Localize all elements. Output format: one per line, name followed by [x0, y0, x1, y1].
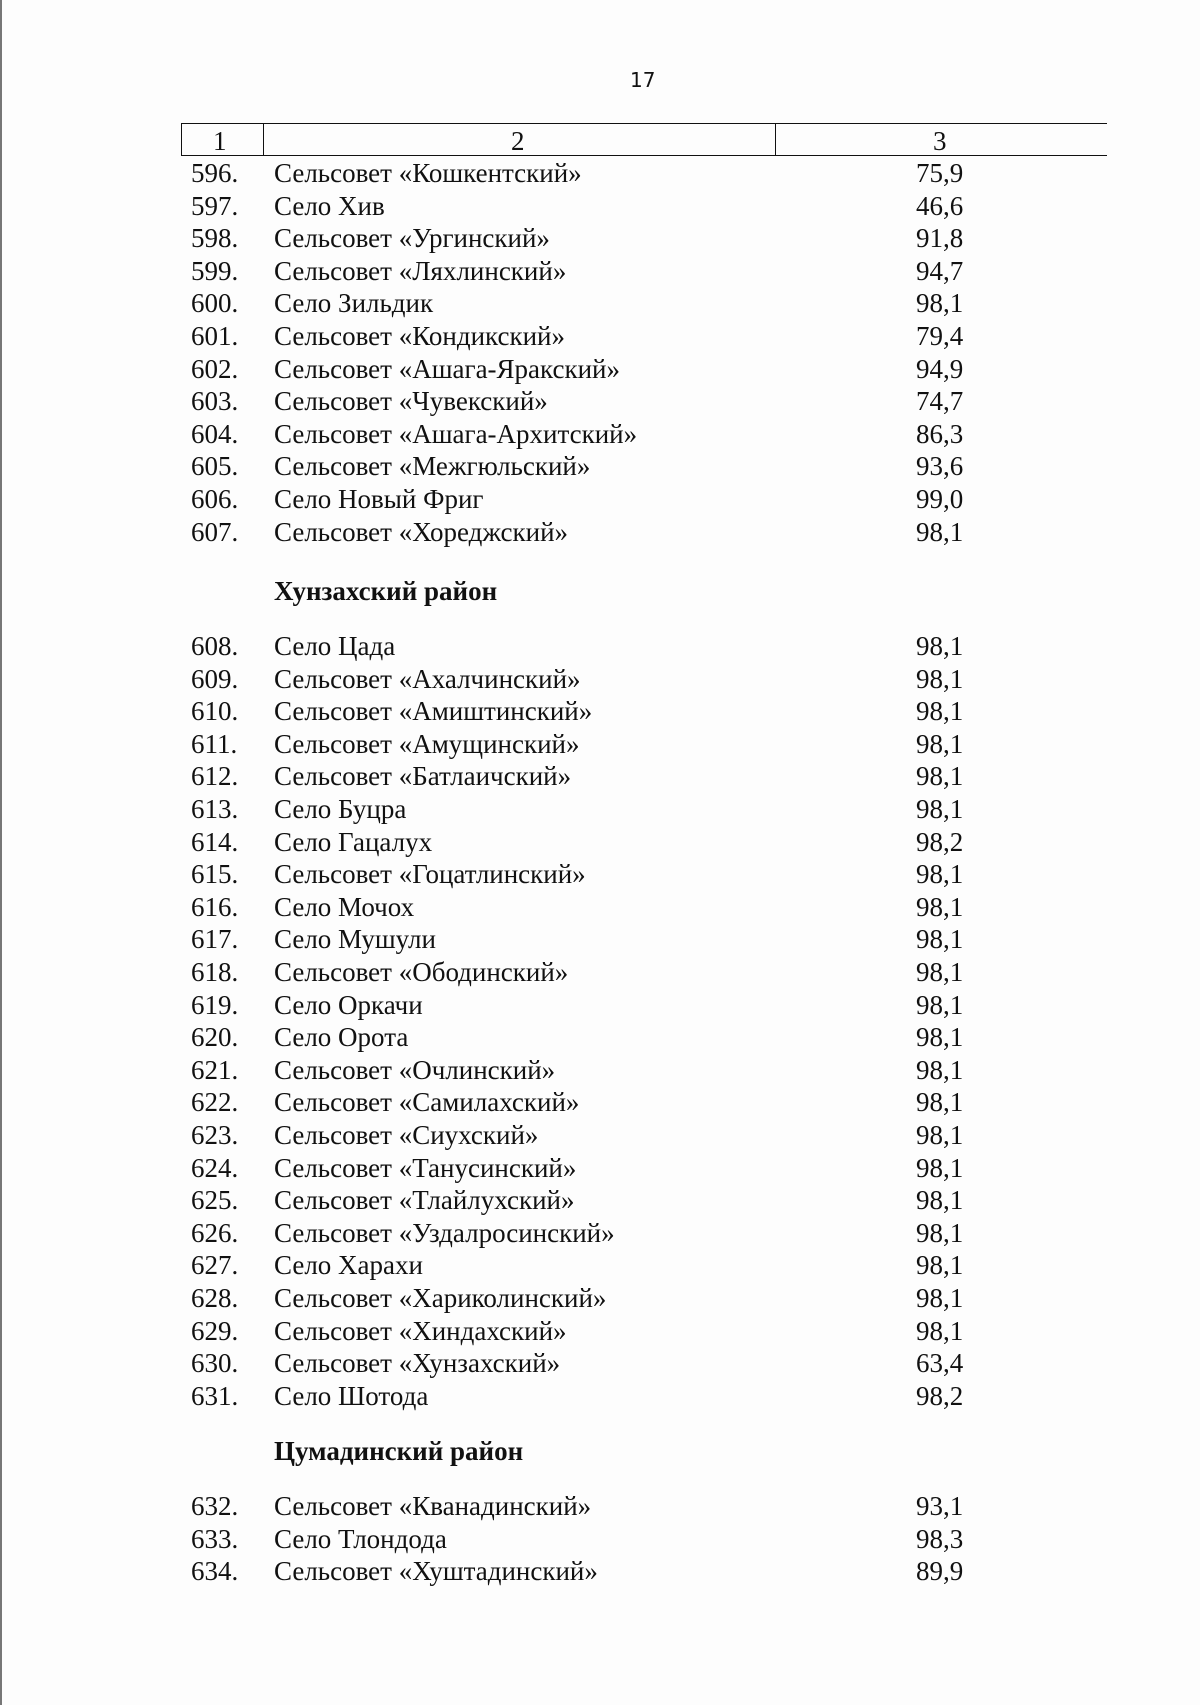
- row-name: Сельсовет «Хиндахский»: [274, 1315, 567, 1346]
- row-value: 98,1: [916, 1120, 964, 1150]
- row-value: 94,7: [916, 255, 964, 286]
- row-number: 611.: [191, 728, 238, 759]
- row-value: 94,9: [916, 353, 964, 384]
- row-number: 625.: [191, 1185, 239, 1216]
- table-row: [0, 516, 1200, 548]
- row-name: Сельсовет «Танусинский»: [274, 1152, 577, 1183]
- row-number: 629.: [191, 1315, 239, 1346]
- table-row: [0, 1347, 1200, 1379]
- header-col-1: 1: [213, 126, 227, 156]
- table-row: [0, 222, 1200, 254]
- row-name: Село Хив: [274, 190, 385, 221]
- row-number: 633.: [191, 1523, 239, 1554]
- row-value: 98,3: [916, 1523, 964, 1554]
- row-number: 628.: [191, 1283, 239, 1313]
- row-value: 75,9: [916, 158, 964, 188]
- row-name: Сельсовет «Хореджский»: [274, 516, 569, 547]
- row-name: Сельсовет «Ахалчинский»: [274, 663, 581, 694]
- row-value: 98,1: [916, 761, 964, 792]
- row-value: 98,1: [916, 1054, 964, 1085]
- row-value: 99,0: [916, 484, 964, 514]
- row-name: Сельсовет «Хуштадинский»: [274, 1556, 598, 1587]
- header-divider: [263, 124, 264, 155]
- header-divider: [181, 124, 182, 155]
- table-row: [0, 1555, 1200, 1587]
- table-row: [0, 923, 1200, 955]
- row-name: Сельсовет «Ободинский»: [274, 957, 569, 987]
- section-heading: [0, 1435, 1200, 1467]
- row-value: 98,1: [916, 957, 964, 987]
- table-row: [0, 989, 1200, 1021]
- row-number: 634.: [191, 1556, 239, 1587]
- row-value: 89,9: [916, 1556, 964, 1587]
- row-number: 617.: [191, 924, 239, 955]
- row-name: Сельсовет «Амиштинский»: [274, 696, 593, 727]
- row-number: 623.: [191, 1120, 239, 1150]
- row-number: 612.: [191, 761, 239, 792]
- row-name: Сельсовет «Тлайлухский»: [274, 1185, 575, 1216]
- row-name: Сельсовет «Батлаичский»: [274, 761, 572, 792]
- row-value: 98,2: [916, 1380, 964, 1411]
- table-row: [0, 1282, 1200, 1314]
- row-name: Сельсовет «Хунзахский»: [274, 1348, 561, 1379]
- row-value: 98,1: [916, 516, 964, 547]
- row-number: 622.: [191, 1087, 239, 1118]
- table-row: [0, 858, 1200, 890]
- row-number: 618.: [191, 957, 239, 987]
- row-name: Село Орота: [274, 1022, 409, 1053]
- row-name: Сельсовет «Ляхлинский»: [274, 255, 567, 286]
- row-value: 98,1: [916, 859, 964, 890]
- table-row: [0, 157, 1200, 189]
- row-number: 631.: [191, 1380, 239, 1411]
- table-row: [0, 793, 1200, 825]
- row-number: 614.: [191, 826, 239, 857]
- row-value: 98,1: [916, 924, 964, 955]
- row-value: 98,1: [916, 663, 964, 694]
- row-value: 98,1: [916, 1152, 964, 1183]
- row-name: Село Оркачи: [274, 989, 423, 1020]
- row-name: Сельсовет «Сиухский»: [274, 1120, 539, 1150]
- row-number: 607.: [191, 516, 239, 547]
- row-number: 613.: [191, 794, 239, 824]
- row-value: 98,1: [916, 631, 964, 661]
- table-row: [0, 320, 1200, 352]
- table-row: [0, 483, 1200, 515]
- row-number: 598.: [191, 223, 239, 254]
- row-name: Сельсовет «Ургинский»: [274, 223, 550, 254]
- row-number: 615.: [191, 859, 239, 890]
- row-name: Сельсовет «Межгюльский»: [274, 451, 591, 482]
- row-value: 93,6: [916, 451, 964, 482]
- row-value: 86,3: [916, 418, 964, 449]
- row-number: 609.: [191, 663, 239, 694]
- row-name: Сельсовет «Уздалросинский»: [274, 1217, 615, 1248]
- table-row: [0, 1054, 1200, 1086]
- header-col-2: 2: [511, 126, 525, 156]
- table-row: [0, 695, 1200, 727]
- table-row: [0, 353, 1200, 385]
- row-value: 98,1: [916, 989, 964, 1020]
- row-name: Село Мочох: [274, 891, 415, 922]
- table-row: [0, 663, 1200, 695]
- table-row: [0, 1217, 1200, 1249]
- row-name: Сельсовет «Амущинский»: [274, 728, 580, 759]
- row-number: 616.: [191, 891, 239, 922]
- row-value: 98,1: [916, 1022, 964, 1053]
- row-number: 632.: [191, 1491, 239, 1521]
- table-row: [0, 891, 1200, 923]
- row-name: Село Буцра: [274, 794, 407, 824]
- row-name: Село Цада: [274, 631, 396, 661]
- row-name: Село Тлондода: [274, 1523, 447, 1554]
- row-value: 98,1: [916, 1217, 964, 1248]
- table-row: [0, 450, 1200, 482]
- table-row: [0, 1152, 1200, 1184]
- row-number: 604.: [191, 418, 239, 449]
- row-name: Сельсовет «Кошкентский»: [274, 158, 582, 188]
- row-number: 627.: [191, 1250, 239, 1281]
- row-number: 602.: [191, 353, 239, 384]
- row-number: 621.: [191, 1054, 239, 1085]
- row-number: 596.: [191, 158, 239, 188]
- table-row: [0, 1523, 1200, 1555]
- table-row: [0, 826, 1200, 858]
- table-row: [0, 1490, 1200, 1522]
- table-row: [0, 1184, 1200, 1216]
- row-value: 93,1: [916, 1491, 964, 1521]
- row-value: 91,8: [916, 223, 964, 254]
- row-name: Сельсовет «Чувекский»: [274, 386, 548, 417]
- row-name: Село Гацалух: [274, 826, 433, 857]
- row-name: Сельсовет «Очлинский»: [274, 1054, 556, 1085]
- table-row: [0, 190, 1200, 222]
- table-row: [0, 418, 1200, 450]
- row-value: 98,1: [916, 728, 964, 759]
- table-row: [0, 1315, 1200, 1347]
- table-row: [0, 760, 1200, 792]
- table-row: [0, 728, 1200, 760]
- row-name: Сельсовет «Кванадинский»: [274, 1491, 592, 1521]
- table-row: [0, 385, 1200, 417]
- header-col-3: 3: [933, 126, 947, 156]
- table-header: [181, 123, 1107, 156]
- row-number: 610.: [191, 696, 239, 727]
- table-row: [0, 1249, 1200, 1281]
- row-name: Село Мушули: [274, 924, 436, 955]
- section-title: Цумадинский район: [274, 1436, 524, 1466]
- row-number: 608.: [191, 631, 239, 661]
- row-value: 98,1: [916, 1087, 964, 1118]
- table-row: [0, 956, 1200, 988]
- row-name: Сельсовет «Кондикский»: [274, 321, 565, 351]
- table-row: [0, 1119, 1200, 1151]
- row-value: 98,1: [916, 696, 964, 727]
- row-number: 597.: [191, 190, 239, 221]
- row-name: Сельсовет «Гоцатлинский»: [274, 859, 586, 890]
- row-value: 98,1: [916, 1250, 964, 1281]
- row-value: 79,4: [916, 321, 964, 351]
- row-value: 98,1: [916, 1315, 964, 1346]
- row-value: 98,1: [916, 288, 964, 319]
- row-number: 599.: [191, 255, 239, 286]
- row-value: 46,6: [916, 190, 964, 221]
- table-row: [0, 1021, 1200, 1053]
- row-name: Сельсовет «Хариколинский»: [274, 1283, 607, 1313]
- row-name: Село Зильдик: [274, 288, 434, 319]
- row-name: Село Харахи: [274, 1250, 423, 1281]
- table-row: [0, 1086, 1200, 1118]
- row-value: 98,1: [916, 891, 964, 922]
- row-value: 74,7: [916, 386, 964, 417]
- row-number: 620.: [191, 1022, 239, 1053]
- row-number: 624.: [191, 1152, 239, 1183]
- row-number: 603.: [191, 386, 239, 417]
- table-row: [0, 287, 1200, 319]
- table-row: [0, 630, 1200, 662]
- row-value: 98,1: [916, 1283, 964, 1313]
- section-heading: [0, 575, 1200, 607]
- row-name: Сельсовет «Ашага-Архитский»: [274, 418, 638, 449]
- row-number: 606.: [191, 484, 239, 514]
- header-divider: [775, 124, 776, 155]
- row-name: Село Шотода: [274, 1380, 429, 1411]
- section-title: Хунзахский район: [274, 576, 498, 606]
- row-value: 98,1: [916, 1185, 964, 1216]
- row-number: 630.: [191, 1348, 239, 1379]
- table-row: [0, 255, 1200, 287]
- row-value: 63,4: [916, 1348, 964, 1379]
- row-name: Сельсовет «Самилахский»: [274, 1087, 580, 1118]
- row-number: 600.: [191, 288, 239, 319]
- row-value: 98,2: [916, 826, 964, 857]
- row-value: 98,1: [916, 794, 964, 824]
- table-row: [0, 1380, 1200, 1412]
- page-number: 17: [630, 68, 656, 92]
- row-number: 619.: [191, 989, 239, 1020]
- row-name: Сельсовет «Ашага-Яракский»: [274, 353, 620, 384]
- row-number: 626.: [191, 1217, 239, 1248]
- row-number: 601.: [191, 321, 239, 351]
- row-name: Село Новый Фриг: [274, 484, 484, 514]
- row-number: 605.: [191, 451, 239, 482]
